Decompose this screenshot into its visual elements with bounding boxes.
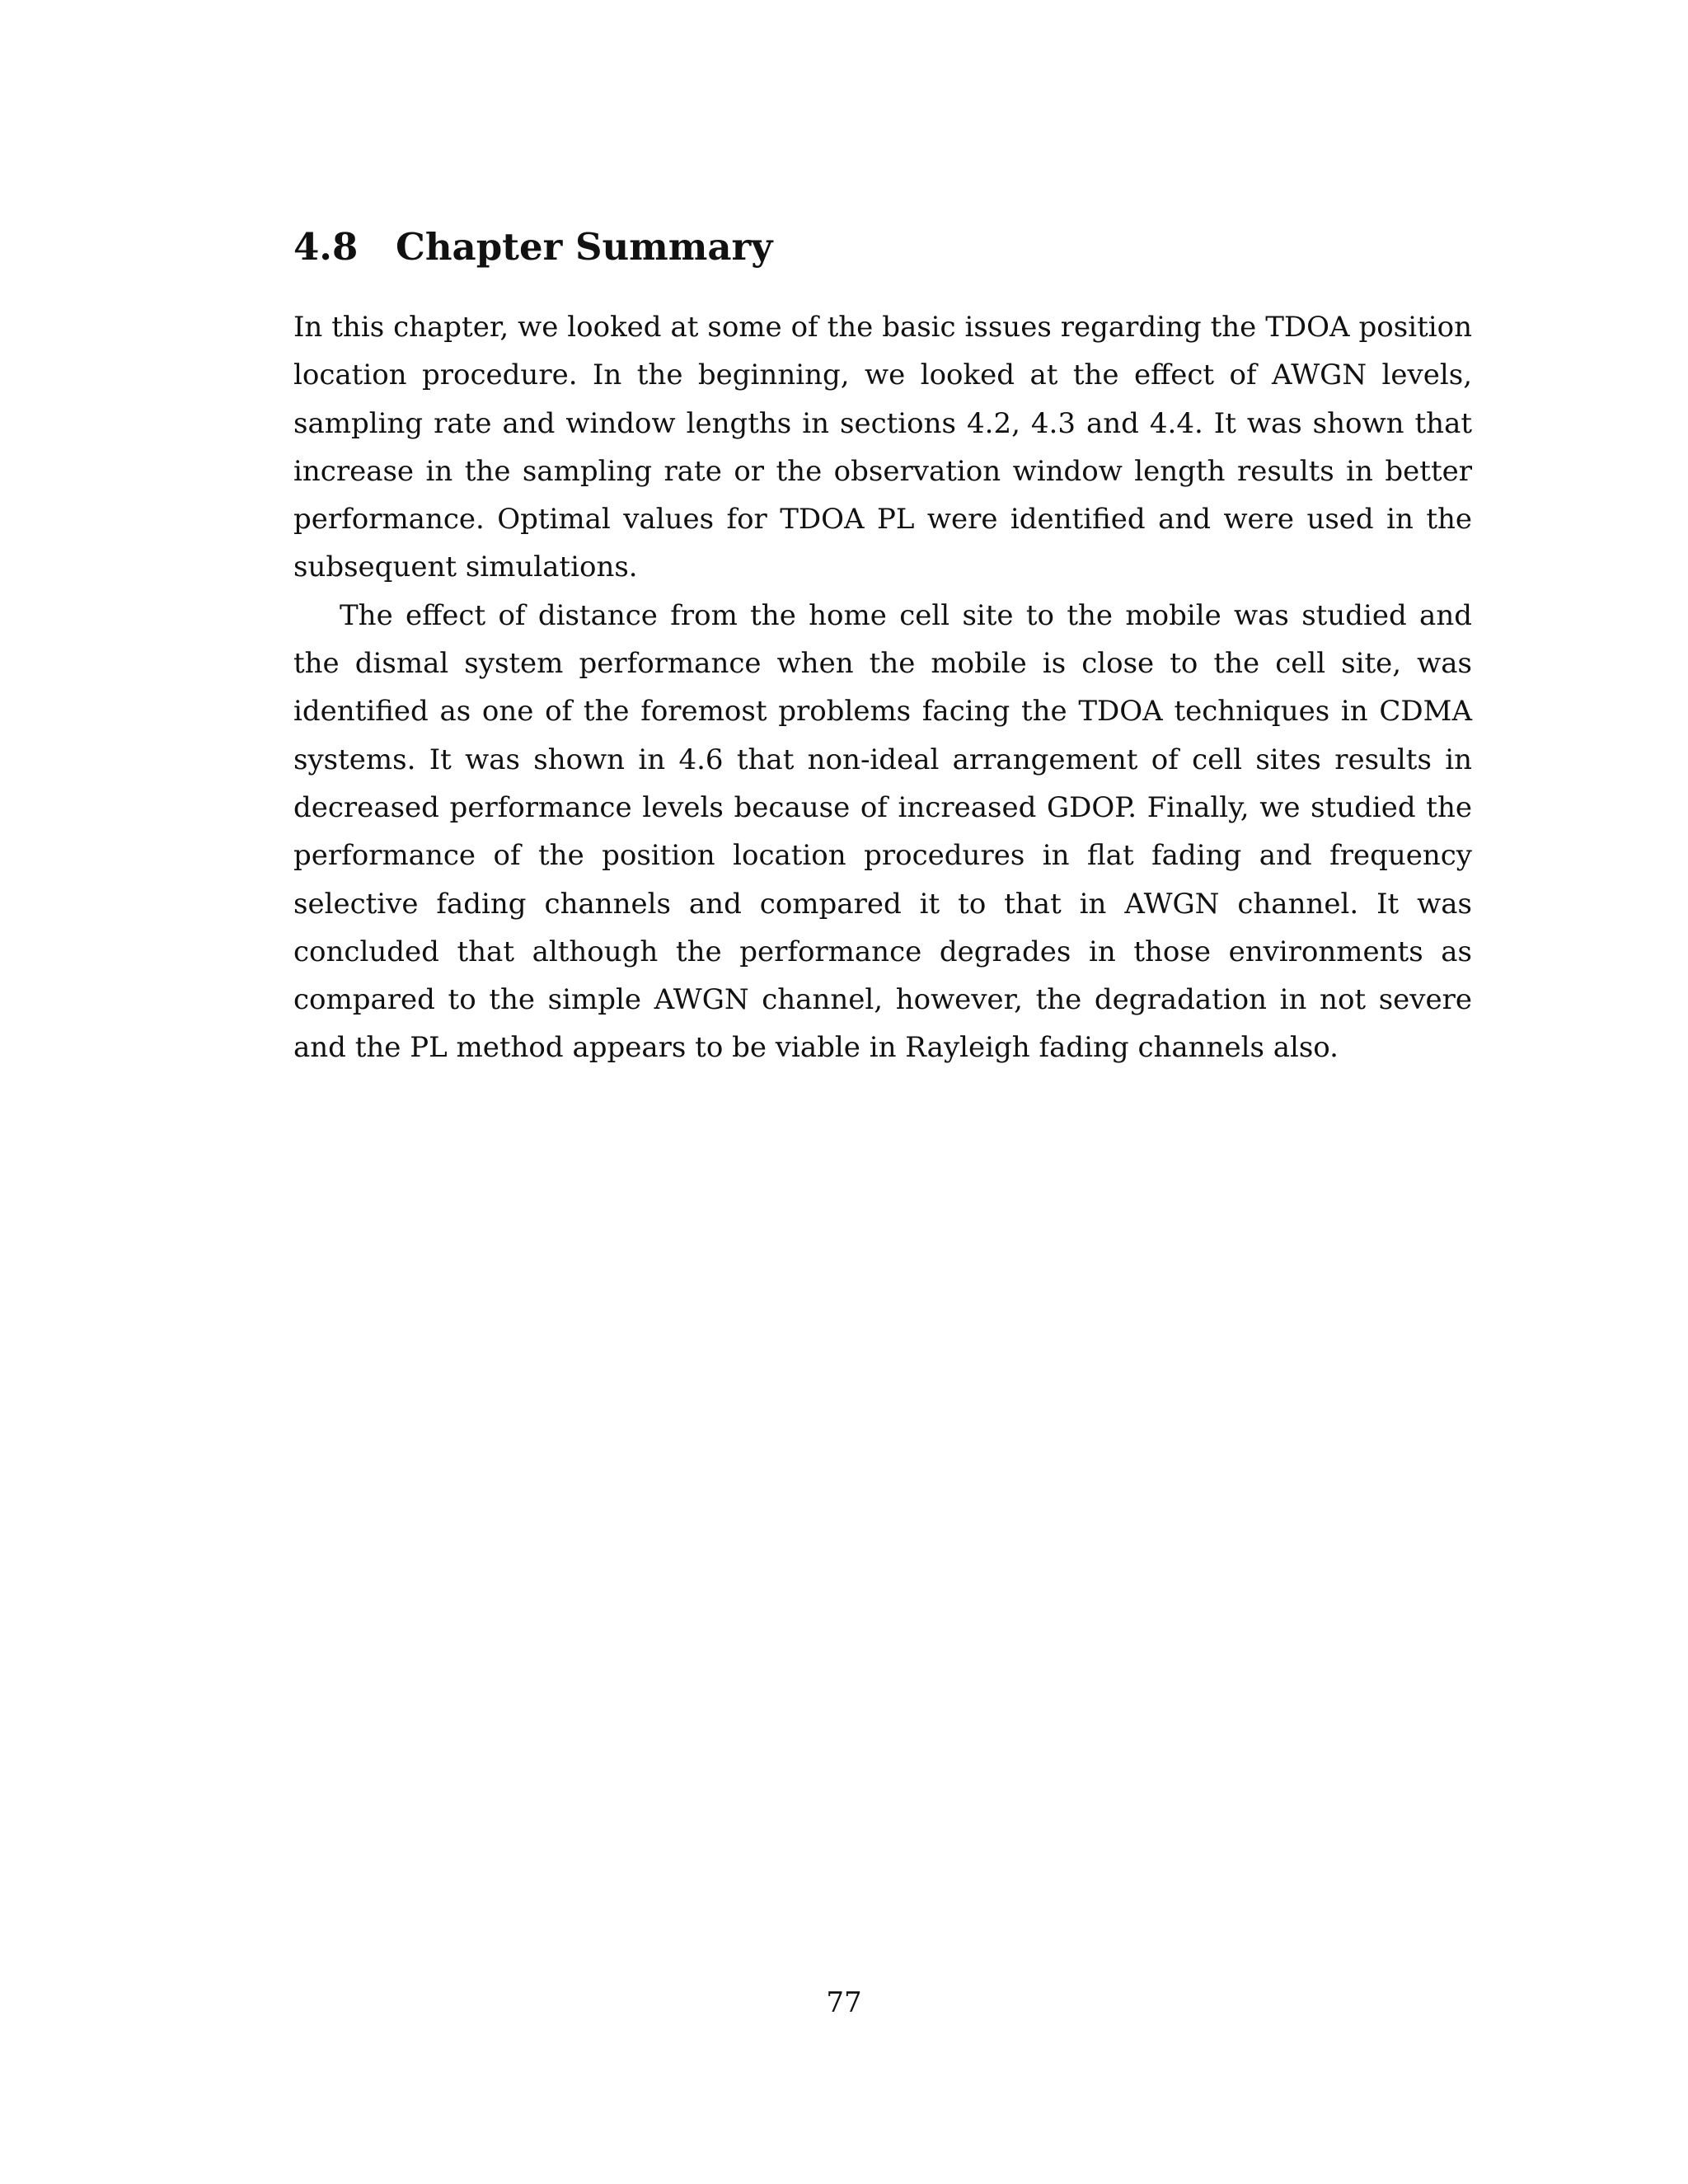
paragraph-1: In this chapter, we looked at some of the basic issues regarding the TDOA position location procedure. In the beginning, we looked at the effect of AWGN levels, sampling rate and window lengths in sections 4.2, 4.3 and 4.4. It was shown that increase in the sampling rate or the observation window length results in better performance. Optimal values for TDOA PL were identified and were used in the subsequent simulations. xyxy=(293,311,1472,584)
paragraph-2: The effect of distance from the home cell site to the mobile was studied and the dismal system performance when the mobile is close to the cell site, was identified as one of the foremost problems facing the TDOA techniques in CDMA systems. It was shown in 4.6 that non-ideal arrangement of cell sites results in decreased performance levels because of increased GDOP. Finally, we studied the performance of the position location procedures in flat fading and frequency selective fading channels and compared it to that in AWGN channel. It was concluded that although the performance degrades in those environments as compared to the simple AWGN channel, however, the degradation in not severe and the PL method appears to be viable in Rayleigh fading channels also. xyxy=(293,598,1472,1065)
page-number: 77 xyxy=(826,1986,862,2019)
section-number: 4.8 xyxy=(293,225,359,269)
section-heading xyxy=(293,221,1472,274)
body-text xyxy=(293,303,1472,1072)
section-title: Chapter Summary xyxy=(396,225,773,269)
